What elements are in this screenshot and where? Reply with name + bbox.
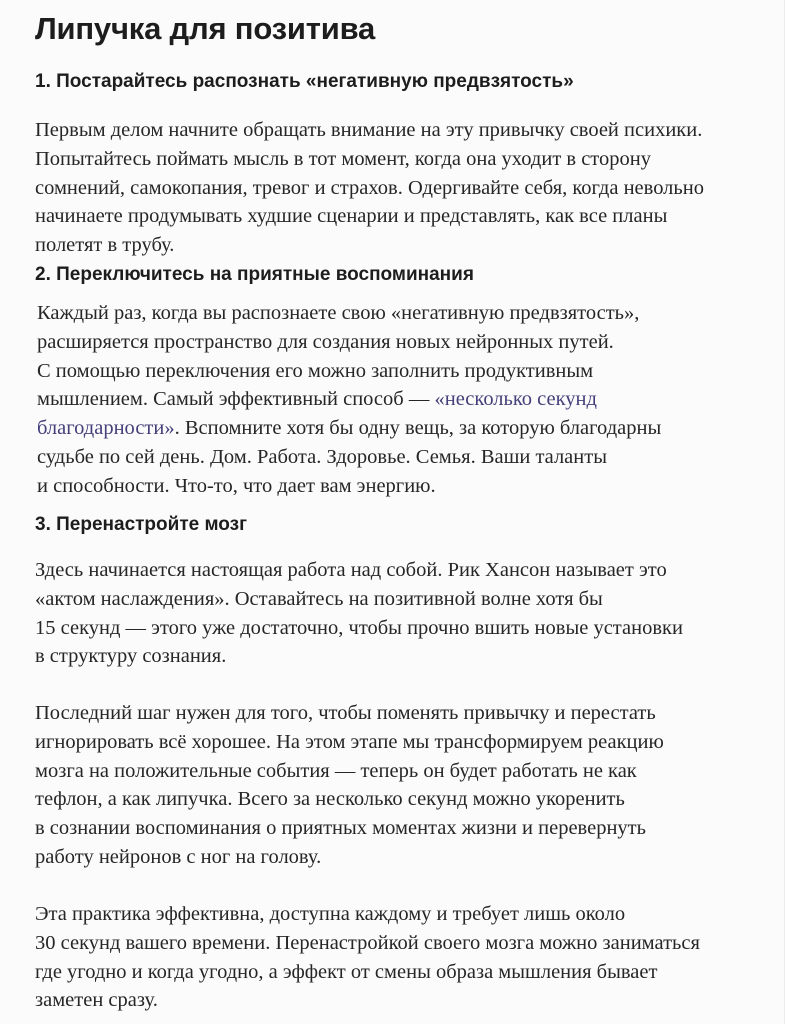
text-line: 15 секунд — этого уже достаточно, чтобы прочно вшить новые установки (35, 616, 683, 639)
text-fragment: . Вспомните хотя бы одну вещь, за которую благодарны (174, 417, 662, 440)
text-line: где угодно и когда угодно, а эффект от смены образа мышления бывает (35, 960, 658, 983)
text-line: в структуру сознания. (35, 645, 227, 668)
text-line: Каждый раз, когда вы распознаете свою «негативную предвзятость», (37, 302, 640, 324)
text-line: работу нейронов с ног на голову. (35, 845, 322, 868)
text-fragment: мышлением. Самый эффективный способ — (37, 388, 435, 411)
section-heading-2: 2. Переключитесь на приятные воспоминания (35, 264, 474, 285)
text-line: начинаете продумывать худшие сценарии и представлять, как все планы (35, 205, 668, 228)
gratitude-link-part-1[interactable]: «несколько секунд (434, 388, 597, 411)
text-line: Первым делом начните обращать внимание на эту привычку своей психики. (35, 119, 703, 141)
section-2-paragraph (37, 299, 661, 501)
section-3-paragraph-1 (35, 556, 683, 671)
text-line: Здесь начинается настоящая работа над собой. Рик Хансон называет это (35, 559, 667, 581)
text-line: Последний шаг нужен для того, чтобы поменять привычку и перестать (35, 702, 656, 724)
gratitude-link-part-2[interactable]: благодарности» (37, 417, 175, 440)
text-line: тефлон, а как липучка. Всего за несколько секунд можно укоренить (35, 788, 625, 811)
section-heading-1: 1. Постарайтесь распознать «негативную предвзятость» (35, 71, 574, 92)
text-line: и способности. Что-то, что дает вам энергию. (37, 474, 436, 497)
text-line: заметен сразу. (35, 989, 158, 1012)
text-line: мозга на положительные события — теперь он будет работать не как (35, 759, 637, 782)
text-line: расширяется пространство для создания новых нейронных путей. (37, 330, 614, 353)
section-3-paragraph-2 (35, 699, 664, 872)
text-line: 30 секунд вашего времени. Перенастройкой своего мозга можно заниматься (35, 931, 700, 954)
section-1-paragraph (35, 116, 704, 260)
text-line (37, 414, 661, 443)
text-line: Попытайтесь поймать мысль в тот момент, когда она уходит в сторону (35, 147, 651, 170)
text-line: сомнений, самокопания, тревог и страхов. Одергивайте себя, когда невольно (35, 176, 704, 199)
text-line: в сознании воспоминания о приятных моментах жизни и перевернуть (35, 817, 646, 840)
text-line: С помощью переключения его можно заполнить продуктивным (37, 359, 594, 382)
section-3-paragraph-3 (35, 900, 700, 1015)
text-line: «актом наслаждения». Оставайтесь на позитивной волне хотя бы (35, 587, 603, 610)
section-heading-3: 3. Перенастройте мозг (35, 514, 247, 535)
text-line: полетят в трубу. (35, 234, 175, 257)
article-title: Липучка для позитива (35, 11, 376, 46)
text-line: судьбе по сей день. Дом. Работа. Здоровье. Семья. Ваши таланты (37, 445, 607, 468)
text-line: Эта практика эффективна, доступна каждому и требует лишь около (35, 903, 626, 925)
text-line (37, 385, 661, 414)
text-line: игнорировать всё хорошее. На этом этапе мы трансформируем реакцию (35, 730, 664, 753)
